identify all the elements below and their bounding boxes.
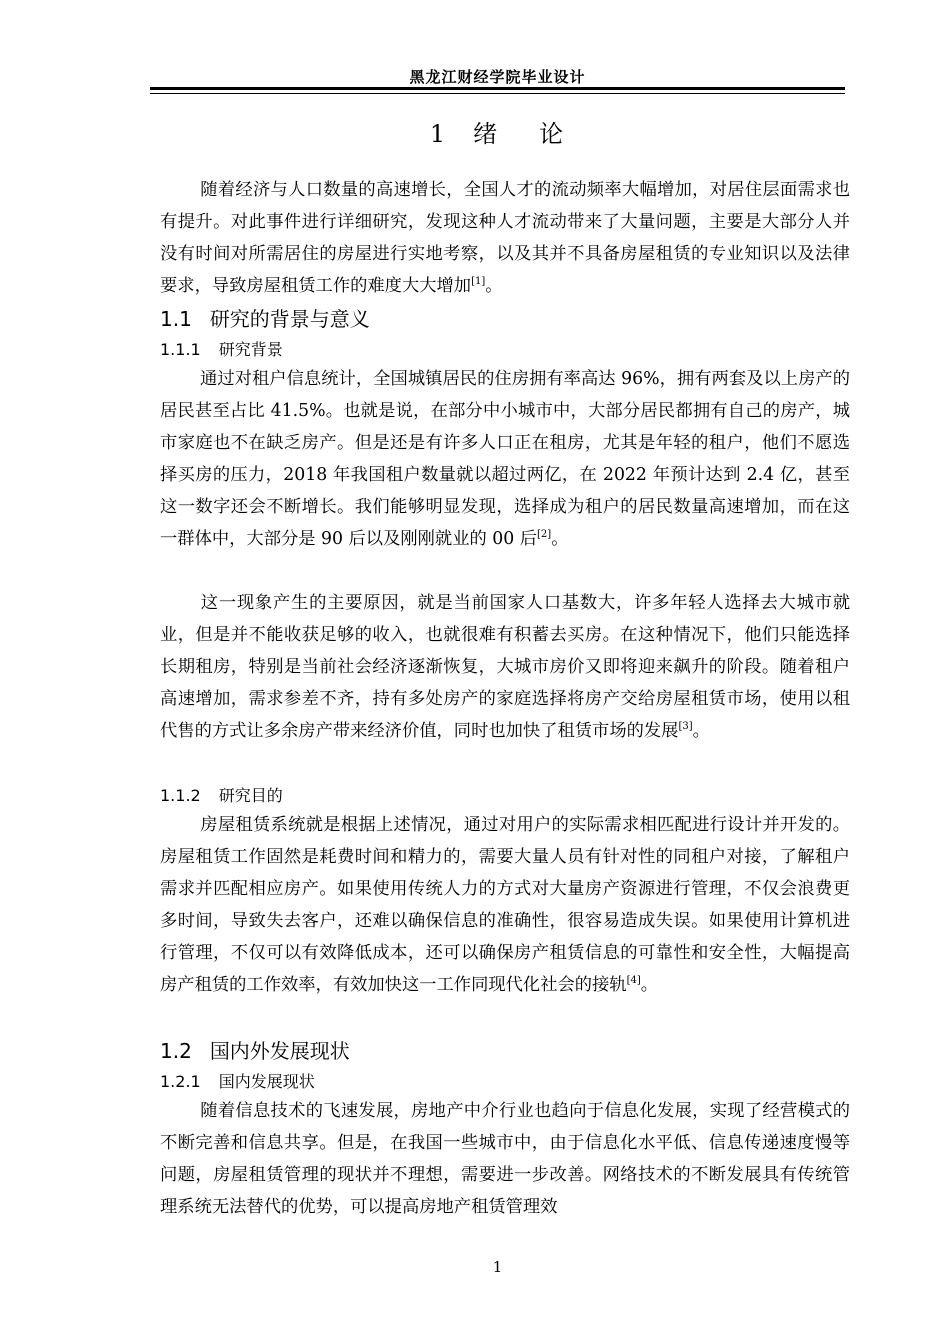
paragraph-text: 这一现象产生的主要原因，就是当前国家人口基数大，许多年轻人选择去大城市就业，但是并不能收获足够的收入，也就很难有积蓄去买房。在这种情况下，他们只能选择长期租房，特别是当前社会经济逐渐恢复，大城市房价又即将迎来飙升的阶段。随着租户高速增加，需求参差不齐，持有多处房产的家庭选择将房产交给房屋租赁市场，使用以租代售的方式让多余房产带来经济价值，同时也加快了租赁市场的发展 [160, 593, 850, 741]
page-number: 1 [492, 1258, 503, 1276]
header-rule-thick [150, 87, 845, 90]
subsection-number: 1.1.2 [160, 786, 201, 805]
section-title: 国内外发展现状 [209, 1039, 350, 1063]
citation-ref: [2] [537, 529, 552, 540]
header-rule-thin [150, 93, 845, 94]
paragraph-text: 房屋租赁系统就是根据上述情况，通过对用户的实际需求相匹配进行设计并开发的。房屋租赁工作固然是耗费时间和精力的，需要大量人员有针对性的同租户对接，了解租户需求并匹配相应房产。如果使用传统人力的方式对大量房产资源进行管理，不仅会浪费更多时间，导致失去客户，还难以确保信息的准确性，很容易造成失误。如果使用计算机进行管理，不仅可以有效降低成本，还可以确保房产租赁信息的可靠性和安全性，大幅提高房产租赁的工作效率，有效加快这一工作同现代化社会的接轨 [160, 815, 850, 995]
background-paragraph-2: 这一现象产生的主要原因，就是当前国家人口基数大，许多年轻人选择去大城市就业，但是并不能收获足够的收入，也就很难有积蓄去买房。在这种情况下，他们只能选择长期租房，特别是当前社会经济逐渐恢复，大城市房价又即将迎来飙升的阶段。随着租户高速增加，需求参差不齐，持有多处房产的家庭选择将房产交给房屋租赁市场，使用以租代售的方式让多余房产带来经济价值，同时也加快了租赁市场的发展[3]。 [160, 593, 850, 741]
paragraph-text: 通过对租户信息统计，全国城镇居民的住房拥有率高达 96%，拥有两套及以上房产的居民甚至占比 41.5%。也就是说，在部分中小城市中，大部分居民都拥有自己的房产，城市家庭也不在缺乏房产。但是还是有许多人口正在租房，尤其是年轻的租户，他们不愿选择买房的压力，2018 年我国租户数量就以超过两亿，在 2022 年预计达到 2.4 亿，甚至这一数字还会不断增长。我们能够明显发现，选择成为租户的居民数量高速增加，而在这一群体中，大部分是 90 后以及刚刚就业的 00 后 [160, 369, 850, 549]
background-paragraph-1: 通过对租户信息统计，全国城镇居民的住房拥有率高达 96%，拥有两套及以上房产的居民甚至占比 41.5%。也就是说，在部分中小城市中，大部分居民都拥有自己的房产，城市家庭也不在缺乏房产。但是还是有许多人口正在租房，尤其是年轻的租户，他们不愿选择买房的压力，2018 年我国租户数量就以超过两亿，在 2022 年预计达到 2.4 亿，甚至这一数字还会不断增长。我们能够明显发现，选择成为租户的居民数量高速增加，而在这一群体中，大部分是 90 后以及刚刚就业的 00 后[2]。 [160, 369, 850, 549]
domestic-paragraph [160, 1095, 850, 1223]
chapter-title [150, 114, 845, 149]
chapter-title-char: 绪 [473, 120, 500, 148]
goal-paragraph: 房屋租赁系统就是根据上述情况，通过对用户的实际需求相匹配进行设计并开发的。房屋租赁工作固然是耗费时间和精力的，需要大量人员有针对性的同租户对接，了解租户需求并匹配相应房产。如果使用传统人力的方式对大量房产资源进行管理，不仅会浪费更多时间，导致失去客户，还难以确保信息的准确性，很容易造成失误。如果使用计算机进行管理，不仅可以有效降低成本，还可以确保房产租赁信息的可靠性和安全性，大幅提高房产租赁的工作效率，有效加快这一工作同现代化社会的接轨[4]。 [160, 815, 850, 995]
subsection-title: 研究目的 [218, 786, 283, 805]
paragraph-text: 随着信息技术的飞速发展，房地产中介行业也趋向于信息化发展，实现了经营模式的不断完善和信息共享。但是，在我国一些城市中，由于信息化水平低、信息传递速度慢等问题，房屋租赁管理的现状并不理想，需要进一步改善。网络技术的不断发展具有传统管理系统无法替代的优势，可以提高房地产租赁管理效 [160, 1101, 850, 1217]
section-number: 1.2 [160, 1039, 192, 1063]
intro-paragraph: 随着经济与人口数量的高速增长，全国人才的流动频率大幅增加，对居住层面需求也有提升。对此事件进行详细研究，发现这种人才流动带来了大量问题，主要是大部分人并没有时间对所需居住的房屋进行实地考察，以及其并不具备房屋租赁的专业知识以及法律要求，导致房屋租赁工作的难度大大增加[1]。 [160, 180, 850, 296]
citation-ref: [1] [471, 276, 486, 287]
chapter-title-char: 论 [539, 120, 566, 148]
section-heading [160, 303, 370, 332]
running-header: 黑龙江财经学院毕业设计 [409, 68, 586, 86]
subsection-title: 国内发展现状 [218, 1072, 315, 1091]
citation-ref: [4] [626, 975, 641, 986]
subsection-number: 1.1.1 [160, 340, 201, 359]
subsection-heading [160, 783, 283, 806]
chapter-number: 1 [429, 120, 448, 148]
section-title: 研究的背景与意义 [209, 307, 370, 331]
subsection-heading [160, 337, 283, 360]
citation-ref: [3] [678, 721, 693, 732]
paragraph-text: 随着经济与人口数量的高速增长，全国人才的流动频率大幅增加，对居住层面需求也有提升。对此事件进行详细研究，发现这种人才流动带来了大量问题，主要是大部分人并没有时间对所需居住的房屋进行实地考察，以及其并不具备房屋租赁的专业知识以及法律要求，导致房屋租赁工作的难度大大增加 [160, 180, 850, 296]
subsection-heading [160, 1069, 315, 1092]
section-heading [160, 1035, 350, 1064]
subsection-title: 研究背景 [218, 340, 283, 359]
subsection-number: 1.2.1 [160, 1072, 201, 1091]
section-number: 1.1 [160, 307, 192, 331]
